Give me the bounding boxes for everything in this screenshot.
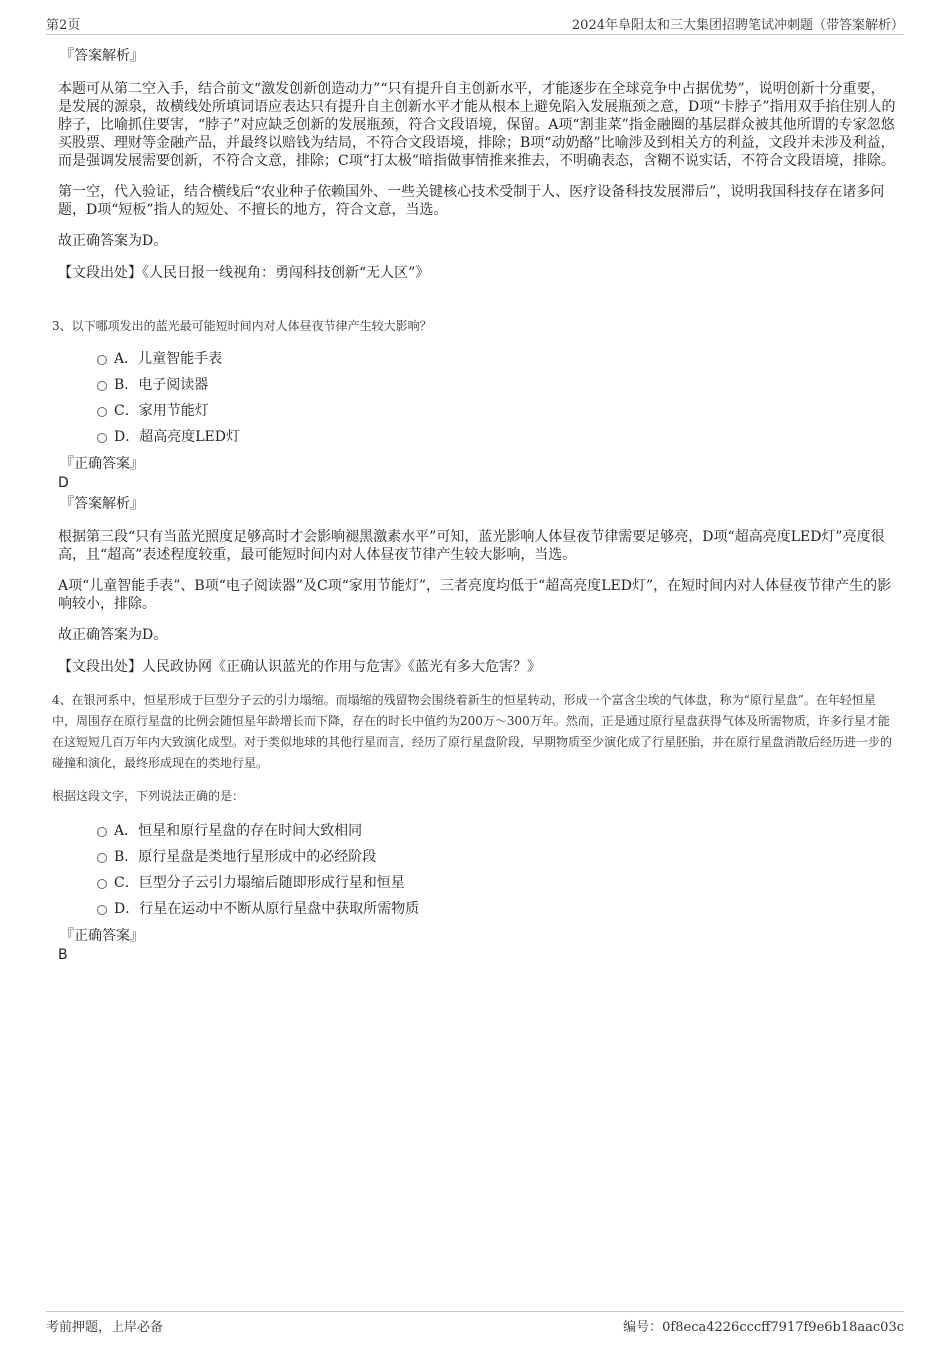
option-d[interactable]: D．行星在运动中不断从原行星盘中获取所需物质: [58, 896, 896, 922]
conclusion: 故正确答案为D。: [58, 627, 168, 643]
answer-value: B: [58, 947, 68, 963]
radio-icon[interactable]: [97, 853, 107, 863]
document-id: 编号：0f8eca4226cccff7917f9e6b18aac03c: [623, 1320, 904, 1335]
radio-icon[interactable]: [97, 905, 107, 915]
radio-icon[interactable]: [97, 355, 107, 365]
analysis-label: 『答案解析』: [60, 48, 144, 64]
question-passage: 4、在银河系中，恒星形成于巨型分子云的引力塌缩。而塌缩的残留物会围绕着新生的恒星转动，形成一个富含尘埃的气体盘，称为“原行星盘”。在年轻恒星中，周围存在原行星盘的比例会随恒星年龄增长而下降，存在的时长中值约为200万～300万年。然而，正是通过原行星盘获得气体及所需物质，许多行星才能在这短短几百万年内大致演化成型。对于类似地球的其他行星而言，经历了原行星盘阶段，早期物质至少演化成了行星胚胎，并在原行星盘消散后经历进一步的碰撞和演化，最终形成现在的类地行星。: [52, 693, 893, 770]
option-list: [58, 346, 896, 450]
analysis-paragraph: 本题可从第二空入手，结合前文“激发创新创造动力”“只有提升自主创新水平，才能逐步在全球竞争中占据优势”，说明创新十分重要，是发展的源泉，故横线处所填词语应表达只有提升自主创新水平才能从根本上避免陷入发展瓶颈之意，D项“卡脖子”指用双手掐住别人的脖子，比喻抓住要害，“脖子”对应缺乏创新的发展瓶颈，符合文段语境，保留。A项“割韭菜”指金融圈的基层群众被其他所谓的专家忽悠买股票、理财等金融产品，并最终以赔钱为结局，不符合文段语境，排除；B项“动奶酪”比喻涉及到相关方的利益，文段并未涉及利益，而是强调发展需要创新，不符合文意，排除；C项“打太极”暗指做事情推来推去，不明确表态，含糊不说实话，不符合文段语境，排除。: [58, 81, 896, 169]
radio-icon[interactable]: [97, 407, 107, 417]
source-citation: 【文段出处】人民政协网《正确认识蓝光的作用与危害》《蓝光有多大危害？》: [58, 659, 541, 675]
analysis-label: 『答案解析』: [60, 496, 144, 512]
option-a[interactable]: A．恒星和原行星盘的存在时间大致相同: [58, 818, 896, 844]
option-a[interactable]: A．儿童智能手表: [58, 346, 896, 372]
radio-icon[interactable]: [97, 433, 107, 443]
analysis-paragraph: A项“儿童智能手表”、B项“电子阅读器”及C项“家用节能灯”，三者亮度均低于“超高亮度LED灯”，在短时间内对人体昼夜节律产生的影响较小，排除。: [58, 578, 892, 612]
question-text: 3、以下哪项发出的蓝光最可能短时间内对人体昼夜节律产生较大影响？: [52, 319, 432, 333]
answer-label: 『正确答案』: [60, 456, 144, 472]
source-citation: 【文段出处】《人民日报一线视角：勇闯科技创新“无人区”》: [58, 265, 430, 281]
option-list: [58, 818, 896, 922]
question-prompt: 根据这段文字，下列说法正确的是：: [52, 789, 245, 803]
option-c[interactable]: C．巨型分子云引力塌缩后随即形成行星和恒星: [58, 870, 896, 896]
radio-icon[interactable]: [97, 879, 107, 889]
document-content: [52, 46, 896, 964]
radio-icon[interactable]: [97, 827, 107, 837]
document-title: 2024年阜阳太和三大集团招聘笔试冲刺题（带答案解析）: [571, 18, 904, 33]
page-number: 第2页: [46, 18, 81, 33]
radio-icon[interactable]: [97, 381, 107, 391]
analysis-paragraph: 根据第三段“只有当蓝光照度足够高时才会影响褪黑激素水平”可知，蓝光影响人体昼夜节律需要足够亮，D项“超高亮度LED灯”亮度很高，且“超高”表述程度较重，最可能短时间内对人体昼夜节律产生较大影响，当选。: [58, 529, 885, 563]
conclusion: 故正确答案为D。: [58, 233, 168, 249]
page-header: [46, 14, 904, 35]
page-footer: [46, 1311, 904, 1336]
option-b[interactable]: B．原行星盘是类地行星形成中的必经阶段: [58, 844, 896, 870]
option-c[interactable]: C．家用节能灯: [58, 398, 896, 424]
analysis-paragraph: 第一空，代入验证，结合横线后“农业种子依赖国外、一些关键核心技术受制于人、医疗设备科技发展滞后”，说明我国科技存在诸多问题，D项“短板”指人的短处、不擅长的地方，符合文意，当选。: [58, 184, 885, 218]
answer-label: 『正确答案』: [60, 928, 144, 944]
footer-slogan: 考前押题，上岸必备: [46, 1320, 164, 1335]
answer-value: D: [58, 475, 69, 491]
option-d[interactable]: D．超高亮度LED灯: [58, 424, 896, 450]
option-b[interactable]: B．电子阅读器: [58, 372, 896, 398]
